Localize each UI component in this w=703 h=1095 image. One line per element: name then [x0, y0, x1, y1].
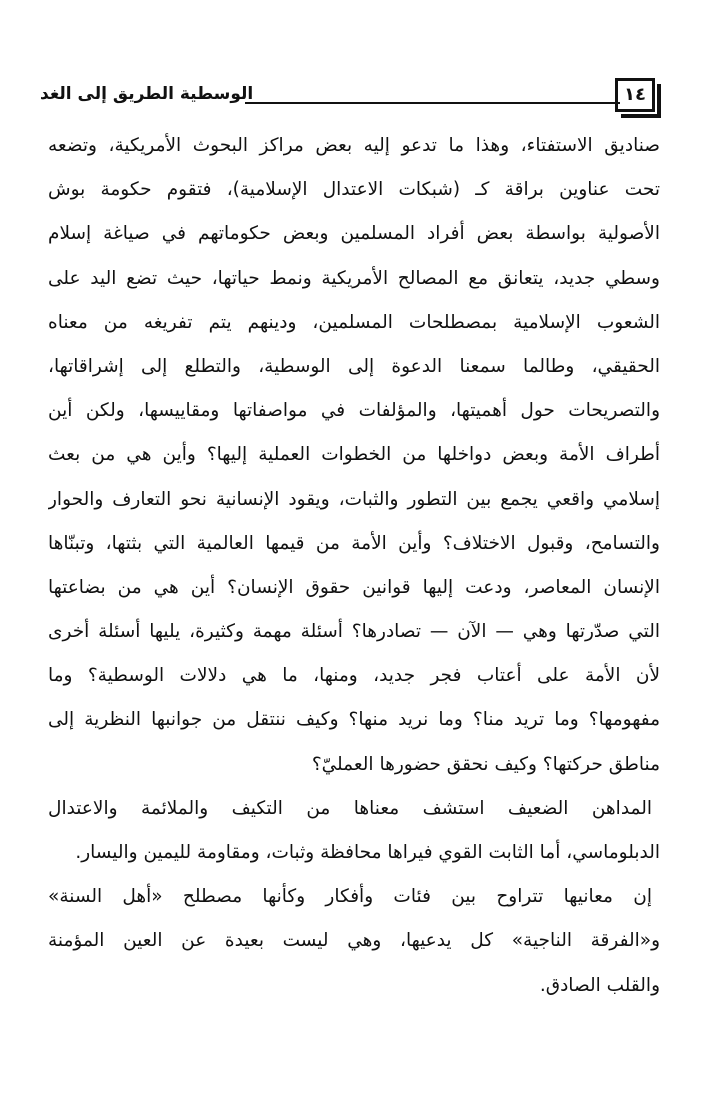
text-line: والتسامح، وقبول الاختلاف؟ وأين الأمة من قيمها العالمية التي بثتها، وتبنّاها: [48, 532, 660, 554]
text-line: صناديق الاستفتاء، وهذا ما تدعو إليه بعض مراكز البحوث الأمريكية، وتضعه: [48, 135, 660, 156]
body-text: [48, 124, 660, 1008]
text-line: التي صدّرتها وهي — الآن — تصادرها؟ أسئلة مهمة وكثيرة، يليها أسئلة أخرى: [48, 621, 660, 643]
text-line: مفهومها؟ وما تريد منا؟ وما نريد منها؟ وكيف ننتقل من جوانبها النظرية إلى: [48, 709, 660, 731]
text-line: أطراف الأمة وبعض دواخلها من الخطوات العملية إليها؟ وأين هي من بعث: [48, 444, 660, 466]
text-line: الدبلوماسي، أما الثابت القوي فيراها محافظة وثبات، ومقاومة لليمين واليسار.: [75, 842, 660, 863]
text-line: الحقيقي، وطالما سمعنا الدعوة إلى الوسطية، والتطلع إلى إشراقاتها،: [48, 355, 660, 377]
text-line: والتصريحات حول أهميتها، والمؤلفات في مواصفاتها ومقاييسها، ولكن أين: [48, 400, 660, 422]
text-line: تحت عناوين براقة كـ (شبكات الاعتدال الإسلامية)، فتقوم حكومة بوش: [48, 179, 660, 201]
text-line: و«الفرقة الناجية» كل يدعيها، وهي ليست بعيدة عن العين المؤمنة: [48, 930, 660, 952]
page-header: [40, 78, 660, 118]
text-line: وسطي جديد، يتعانق مع المصالح الأمريكية ونمط حياتها، حيث تضع اليد على: [48, 267, 660, 289]
page-number: ١٤: [615, 78, 655, 112]
running-title: الوسطية الطريق إلى الغد: [40, 84, 254, 104]
text-line: الأصولية بواسطة بعض أفراد المسلمين وبعض حكوماتهم في صياغة إسلام: [48, 223, 660, 245]
text-line: إن معانيها تتراوح بين فئات وأفكار وكأنها مصطلح «أهل السنة»: [48, 886, 652, 908]
text-line: الإنسان المعاصر، ودعت إليها قوانين حقوق الإنسان؟ أين هي من بضاعتها: [48, 576, 660, 598]
header-rule: [245, 102, 620, 104]
text-line: مناطق حركتها؟ وكيف نحقق حضورها العمليّ؟: [311, 753, 660, 775]
text-line: الشعوب الإسلامية بمصطلحات المسلمين، ودينهم يتم تفريغه من معناه: [48, 311, 660, 333]
text-line: لأن الأمة على أعتاب فجر جديد، ومنها، ما هي دلالات الوسطية؟ وما: [48, 665, 660, 687]
text-line: والقلب الصادق.: [539, 974, 660, 996]
text-line: إسلامي واقعي يجمع بين التطور والثبات، ويقود الإنسانية نحو التعارف والحوار: [48, 488, 660, 510]
text-line: المداهن الضعيف استشف معناها من التكيف والملائمة والاعتدال: [48, 797, 652, 819]
